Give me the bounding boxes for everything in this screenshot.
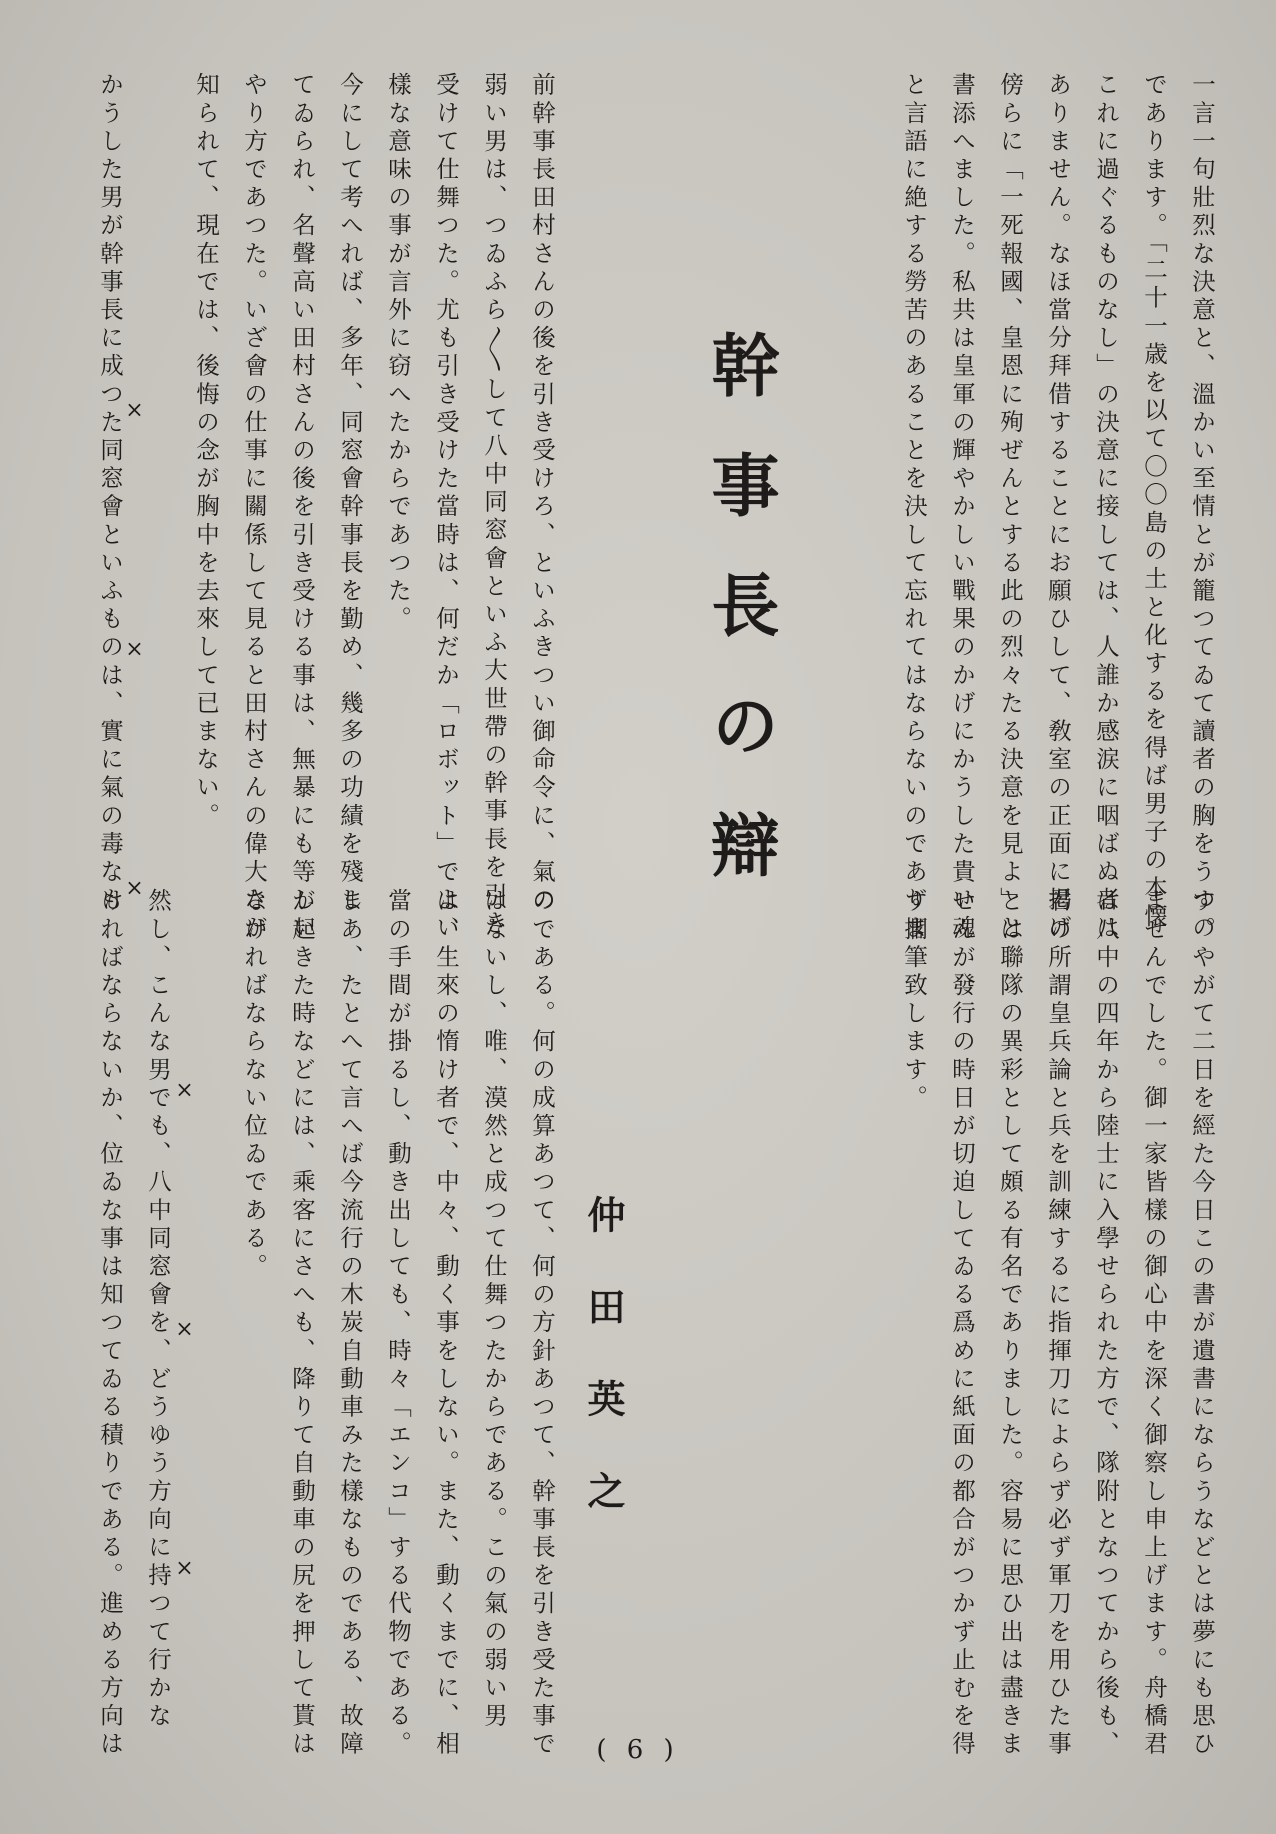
text-line: 然し、こんな男でも、八中同窓會を、どうゆう方向に持つて行かな (144, 888, 172, 1731)
text-line: やり方であつた。いざ會の仕事に關係して見ると田村さんの偉大さが (240, 72, 268, 944)
section-separator-upper: × × × (122, 398, 147, 997)
text-line: 前幹事長田村さんの後を引き受けろ、といふきつい御命令に、氣の (528, 72, 556, 915)
text-line: かうした男が幹事長に成つた同窓會といふものは、實に氣の毒なも (96, 72, 124, 915)
left-lower-column-block (86, 888, 566, 1759)
text-line: であります。「二十一歳を以て〇〇島の土と化するを得ば男子の本懐 (1140, 72, 1168, 932)
text-line: 傍らに「一死報國、皇恩に殉ぜんとする此の烈々たる決意を見よ」と (996, 72, 1024, 944)
text-line: 當の手間が掛るし、動き出しても、時々「エンコ」する代物である。 (384, 888, 412, 1760)
text-line: まあ、たとへて言へば今流行の木炭自動車みた樣なものである、故障 (336, 888, 364, 1760)
right-lower-column-block (890, 888, 1226, 1759)
right-upper-column-block (890, 72, 1226, 943)
text-line: なければならない位ゐである。 (240, 888, 268, 1282)
text-line: 君の所謂皇兵論と兵を訓練するに指揮刀によらず必ず軍刀を用ひた事 (1044, 888, 1072, 1760)
article-title: 幹事長の辯 (700, 330, 780, 930)
left-upper-column-block (86, 72, 566, 943)
author-name: 仲田英之 (581, 1195, 626, 1563)
text-line: 書添へました。私共は皇軍の輝やかしい戰果のかげにかうした貴い魂 (948, 72, 976, 944)
text-line: とは聯隊の異彩として頗る有名でありました。容易に思ひ出は盡きま (996, 888, 1024, 1760)
text-line: てゐられ、名聲高い田村さんの後を引き受ける事は、無暴にも等しい (288, 72, 316, 944)
text-line: 受けて仕舞つた。尤も引き受けた當時は、何だか「ロボット」でよい (432, 72, 460, 944)
text-line: 知られて、現在では、後悔の念が胸中を去來して已まない。 (192, 72, 220, 831)
text-line: ありません。なほ當分拜借することにお願ひして、敎室の正面に掲げ (1044, 72, 1072, 944)
text-line: が起きた時などには、乘客にさへも、降りて自動車の尻を押して貰は (288, 888, 316, 1760)
text-line: これに過ぐるものなし」の決意に接しては、人誰か感涙に咽ばぬ者は (1092, 72, 1120, 944)
text-line: はないし、唯、漠然と成つて仕舞つたからである。この氣の弱い男 (480, 888, 508, 1731)
text-line: ければならないか、位ゐな事は知つてゐる積りである。進める方向は (96, 888, 124, 1760)
text-line: 弱い男は、つゐふら〳〵して八中同窓會といふ大世帶の幹事長を引き (480, 72, 508, 939)
text-line: ず擱筆致します。 (900, 888, 928, 1113)
page-number: ( 6 ) (596, 1735, 680, 1765)
text-line: は八中の四年から陸士に入學せられた方で、隊附となつてから後も、 (1092, 888, 1120, 1760)
text-line: は、生來の惰け者で、中々、動く事をしない。また、動くまでに、相 (432, 888, 460, 1760)
text-line: 樣な意味の事が言外に窃へたからであつた。 (384, 72, 412, 634)
text-line: と言語に絶する勞苦のあることを決して忘れてはならないのでありま (900, 72, 928, 944)
text-line: す。やがて二日を經た今日この書が遺書にならうなどとは夢にも思ひ (1188, 888, 1216, 1760)
text-line: せんが發行の時日が切迫してゐる爲めに紙面の都合がつかず止むを得 (948, 888, 976, 1760)
section-separator-lower: × × × (172, 1078, 197, 1677)
text-line: のである。何の成算あつて、何の方針あつて、幹事長を引き受た事で (528, 888, 556, 1760)
text-line: 今にして考へれば、多年、同窓會幹事長を勤め、幾多の功績を殘し (336, 72, 364, 915)
text-line: ませんでした。御一家皆樣の御心中を深く御察し申上げます。舟橋君 (1140, 888, 1168, 1760)
text-line: 一言一句壯烈な決意と、溫かい至情とが籠つてゐて讀者の胸をうつの (1188, 72, 1216, 944)
